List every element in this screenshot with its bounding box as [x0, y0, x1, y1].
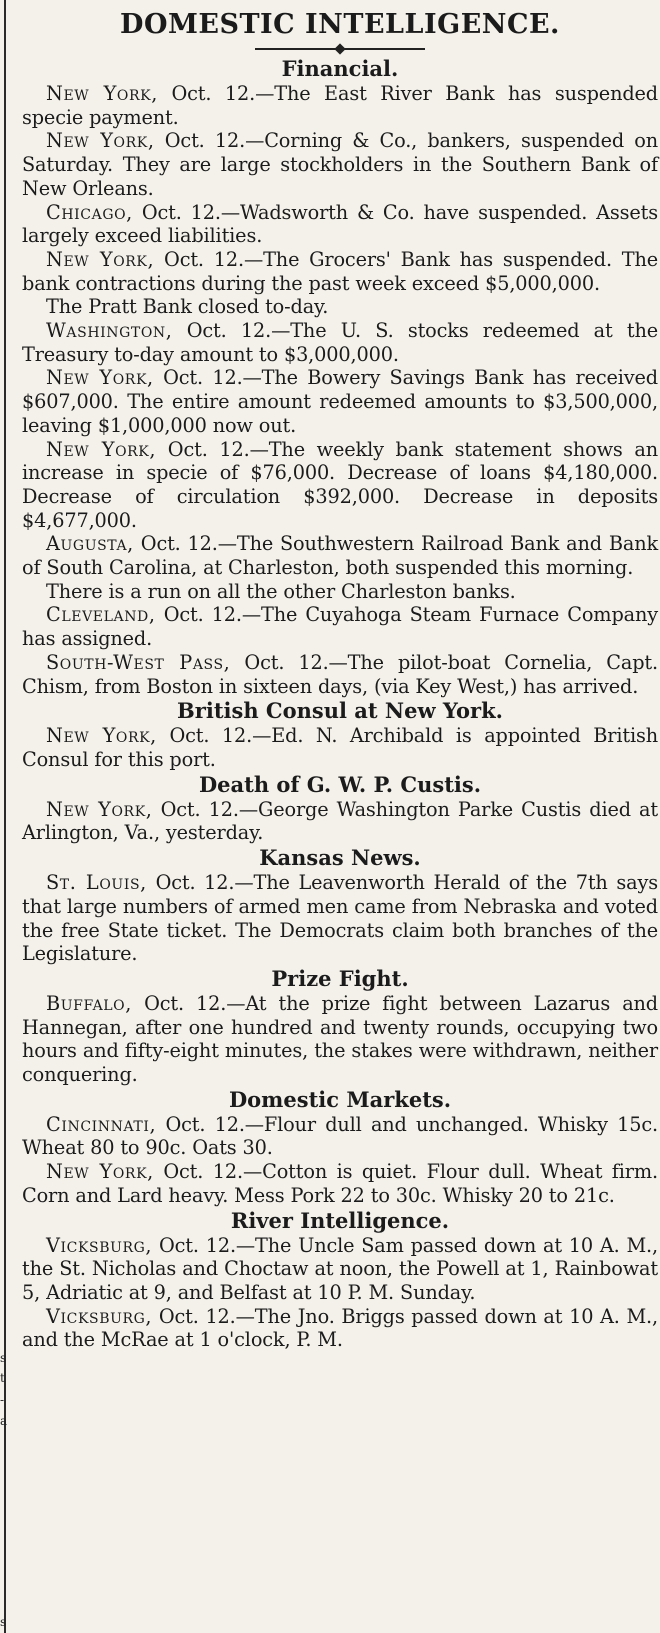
dateline-place: New York, [46, 1160, 154, 1184]
dispatch-paragraph [22, 82, 658, 129]
dispatch-paragraph [22, 798, 658, 845]
section-heading: River Intelligence. [230, 1207, 450, 1233]
dispatch-text: The Pratt Bank closed to-day. [46, 295, 329, 319]
dateline-place: Vicksburg, [46, 1304, 153, 1328]
dateline-place: New York, [46, 129, 155, 153]
dateline-place: New York, [46, 437, 157, 461]
dateline-place: New York, [46, 247, 155, 271]
section-heading: Prize Fight. [271, 965, 409, 991]
dateline-place: New York, [46, 724, 157, 748]
dateline-place: Augusta, [46, 532, 134, 556]
dispatch-text: Oct. 12.—The Southwestern Railroad Bank and Bank of South Carolina, at Charleston, both suspended this morning. [22, 532, 658, 580]
sections [22, 56, 658, 1352]
dispatch-paragraph [22, 651, 658, 698]
dispatch-paragraph [22, 724, 658, 771]
gutter-fragment: a [0, 1414, 8, 1428]
masthead: DOMESTIC INTELLIGENCE. [120, 9, 560, 40]
dateline-place: Vicksburg, [46, 1233, 153, 1257]
dispatch-text: Oct. 12.—The Uncle Sam passed down at 10 A. M., the St. Nicholas and Choctaw at noon, the Powell at 1, Rainbowat 5, Adriatic at 9, and Belfast at 10 P. M. Sunday. [22, 1233, 658, 1304]
dispatch-paragraph [22, 201, 658, 248]
dispatch-paragraph [22, 532, 658, 579]
gutter-fragment: - [0, 1393, 5, 1407]
dispatch-paragraph [22, 319, 658, 366]
dispatch-paragraph [22, 871, 658, 966]
dispatch-paragraph [22, 1160, 658, 1207]
dispatch-text: Oct. 12.—The East River Bank has suspended specie payment. [22, 82, 658, 129]
dispatch-text: Oct. 12.—The Jno. Briggs passed down at 10 A. M., and the McRae at 1 o'clock, P. M. [22, 1304, 658, 1352]
dispatch-paragraph [22, 992, 658, 1087]
dispatch-text: Oct. 12.—The Grocers' Bank has suspended. The bank contractions during the past week exceed $5,000,000. [22, 247, 658, 295]
dispatch-paragraph [22, 129, 658, 200]
dateline-place: South-West Pass, [46, 650, 231, 674]
dispatch-text: Oct. 12.—At the prize fight between Lazarus and Hannegan, after one hundred and twenty rounds, occupying two hours and fifty-eight minutes, the stakes were withdrawn, neither conquering. [22, 991, 658, 1087]
dispatch-text: Oct. 12.—The Cuyahoga Steam Furnace Company has assigned. [22, 603, 658, 651]
dispatch-paragraph [22, 1234, 658, 1305]
dateline-place: New York, [46, 82, 158, 105]
section-heading: Domestic Markets. [228, 1086, 452, 1112]
dispatch-text: Oct. 12.—Flour dull and unchanged. Whisky 15c. Wheat 80 to 90c. Oats 30. [22, 1112, 658, 1160]
dispatch-text: Oct. 12.—Ed. N. Archibald is appointed British Consul for this port. [22, 724, 658, 771]
dateline-place: New York, [46, 366, 154, 390]
gutter-fragment: s [0, 1615, 7, 1629]
dispatch-paragraph [22, 1305, 658, 1352]
dateline-place: New York, [46, 797, 153, 821]
dispatch-paragraph [22, 603, 658, 650]
dispatch-text: Oct. 12.—Wadsworth & Co. have suspended. Assets largely exceed liabilities. [22, 200, 658, 248]
rule-ornament [334, 43, 345, 54]
dispatch-paragraph [22, 295, 658, 319]
gutter-fragment: s [0, 1351, 7, 1365]
dispatch-paragraph [22, 366, 658, 437]
dispatch-paragraph [22, 580, 658, 604]
section-heading: British Consul at New York. [177, 698, 503, 724]
section-heading: Death of G. W. P. Custis. [198, 771, 482, 797]
dispatch-text: Oct. 12.—Corning & Co., bankers, suspended on Saturday. They are large stockholders in the Southern Bank of New Orleans. [22, 129, 658, 200]
gutter-fragment: t [0, 1371, 5, 1385]
dispatch-text: Oct. 12.—The U. S. stocks redeemed at the Treasury to-day amount to $3,000,000. [22, 319, 658, 366]
dispatch-paragraph [22, 438, 658, 533]
column-rule [4, 0, 6, 1633]
section-heading: Financial. [281, 56, 399, 81]
left-column-edge [0, 0, 12, 1633]
masthead-rule [255, 42, 425, 56]
dateline-place: Chicago, [46, 200, 133, 224]
dateline-place: St. Louis, [46, 871, 147, 895]
news-column [22, 4, 658, 1352]
dispatch-paragraph [22, 248, 658, 295]
dateline-place: Cincinnati, [46, 1112, 157, 1136]
dispatch-text: Oct. 12.—The Bowery Savings Bank has received $607,000. The entire amount redeemed amounts to $3,500,000, leaving $1,000,000 now out. [22, 366, 658, 437]
section-heading: Kansas News. [259, 845, 421, 871]
dispatch-text: There is a run on all the other Charleston banks. [46, 579, 516, 603]
dispatch-text: Oct. 12.—The weekly bank statement shows an increase in specie of $76,000. Decrease of loans $4,180,000. Decrease of circulation $392,000. Decrease in deposits $4,677,000. [22, 437, 658, 532]
dispatch-text: Oct. 12.—The Leavenworth Herald of the 7th says that large numbers of armed men came from Nebraska and voted the free State ticket. The Democrats claim both branches of the Legislature. [22, 871, 658, 966]
dateline-place: Buffalo, [46, 991, 132, 1015]
dateline-place: Cleveland, [46, 603, 156, 627]
dispatch-text: Oct. 12.—The pilot-boat Cornelia, Capt. Chism, from Boston in sixteen days, (via Key West,) has arrived. [22, 650, 658, 698]
dispatch-text: Oct. 12.—George Washington Parke Custis died at Arlington, Va., yesterday. [22, 797, 658, 845]
dateline-place: Washington, [46, 319, 173, 343]
dispatch-text: Oct. 12.—Cotton is quiet. Flour dull. Wheat firm. Corn and Lard heavy. Mess Pork 22 to 30c. Whisky 20 to 21c. [22, 1160, 658, 1207]
dispatch-paragraph [22, 1113, 658, 1160]
